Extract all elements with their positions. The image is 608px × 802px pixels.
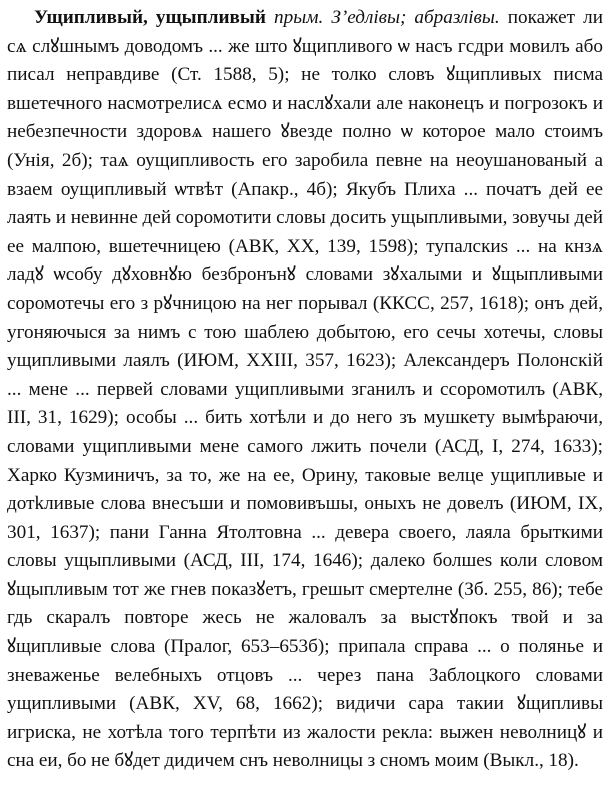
dictionary-page <box>7 4 603 798</box>
dictionary-entry <box>7 4 603 776</box>
entry-citations: покажет ли сѧ слꙋшнымъ доводомъ ... же што ꙋщипливого ѡ насъ гсдри мовилъ або писал неправдиве (Ст. 1588, 5); не толко словъ ꙋщипливых писма вшетечного насмотрелисѧ есмо и наслꙋхали але наконецъ и погрозокъ и небезпечности здоровѧ нашего ꙋвезде полно ѡ которое мало стоимъ (Унія, 2б); таѧ оущипливость его заробила певне на неоушанованый а взаем оущипливый ѡтвѣт (Апакр., 4б); Якубъ Плиха ... початъ дей ее лаять и невинне дей соромотити словы досить ущыпливыми, зовучы дей ее малпою, вшетечницею (АВК, XX, 139, 1598); тупалскиѕ ... на кнзѧ ладꙋ ѡсобу дꙋховнꙋю безбронънꙋ словами зꙋхалыми и ꙋщыпливыми соромотечы его з рꙋчницою на нег порывал (ККСС, 257, 1618); онъ дей, угоняючыся за нимъ с тою шаблею добытою, его сечы хотечы, словы ущипливыми лаялъ (ИЮМ, XXIII, 357, 1623); Александеръ Полонскій ... мене ... первей словами ущипливыми зганилъ и ссоромотилъ (АВК, III, 31, 1629); особы ... бить хотѣли и до него зъ мушкету вымѣраючи, словами ущипливыми мене самого лжить почели (АСД, I, 274, 1633); Харко Кузминичъ, за то, же на ее, Орину, таковые велце ущипливые и дотkливые слова внесъши и помовивъшы, оныхъ не довелъ (ИЮМ, IX, 301, 1637); пани Ганна Ятолтовна ... девера своего, лаяла брыткими словы ущыпливыми (АСД, III, 174, 1646); далеко болшеѕ коли словом ꙋщыпливым тот же гнев показꙋетъ, грешыт смертелне (Зб. 255, 86); тебе гдь скаралъ повторе жесь не жаловалъ за выстꙋпокъ твой и за ꙋщипливые слова (Пралог, 653–653б); припала справа ... о полянье и зневаженье велебныхъ отцовъ ... через пана Заблоцкого словами ущипливыми (АВК, XV, 68, 1662); видичи сара такии ꙋщипливы игриска, не хотѣла того терпѣти из жалости рекла: выжен неволницꙋ и сна еи, бо не бꙋдет дидичем снъ неволницы з сномъ моим (Выкл., 18). <box>7 7 603 772</box>
grammar-label: прым. <box>274 7 324 28</box>
headword: Ущипливый, ущыпливый <box>34 7 266 28</box>
gloss: З’едлівы; абразлівы. <box>331 7 500 28</box>
